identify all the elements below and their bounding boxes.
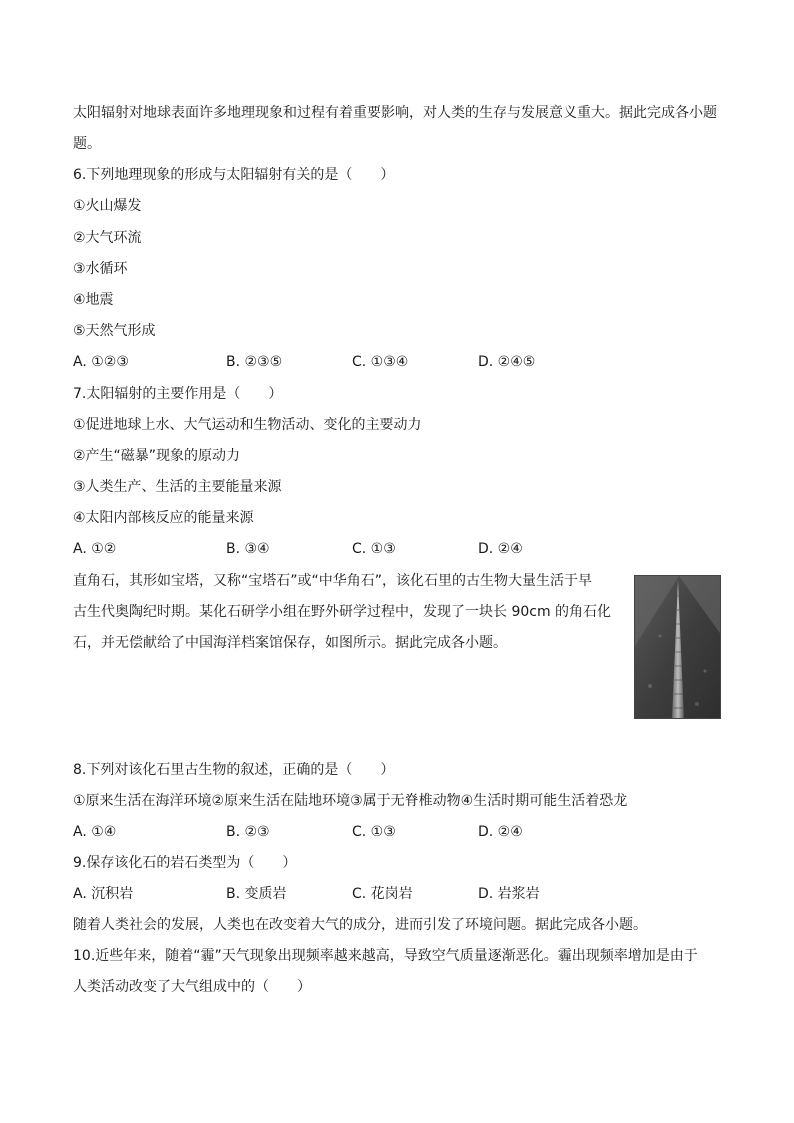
intro-passage-3: 随着人类社会的发展，人类也在改变着大气的成分，进而引发了环境问题。据此完成各小题。 [73,917,647,933]
intro-1-line-2: 题。 [73,136,101,152]
question-8-items: ①原来生活在海洋环境②原来生活在陆地环境③属于无脊椎动物④生活时期可能生活着恐龙 [73,793,628,809]
question-7-option-b: B. ③④ [226,541,270,557]
question-6-option-d: D. ②④⑤ [478,354,536,370]
question-6-item-4: ④地震 [73,292,114,308]
intro-1-line-1: 太阳辐射对地球表面许多地理现象和过程有着重要影响，对人类的生存与发展意义重大。据此完成各小题 [73,105,717,121]
question-9-option-c: C. 花岗岩 [352,886,413,902]
orthoceras-fossil-photo [634,575,721,719]
question-6-option-a: A. ①②③ [73,354,129,370]
question-6-item-5: ⑤天然气形成 [73,323,156,339]
question-9-option-b: B. 变质岩 [226,886,287,902]
intro-2-line-3: 石，并无偿献给了中国海洋档案馆保存，如图所示。据此完成各小题。 [73,635,507,651]
question-7-option-c: C. ①③ [352,541,396,557]
question-6-stem: 6.下列地理现象的形成与太阳辐射有关的是（ ） [73,167,395,183]
question-7-item-1: ①促进地球上水、大气运动和生物活动、变化的主要动力 [73,417,422,433]
question-9-option-d: D. 岩浆岩 [478,886,540,902]
question-7-item-4: ④太阳内部核反应的能量来源 [73,510,254,526]
question-8-option-b: B. ②③ [226,824,270,840]
intro-2-line-1: 直角石，其形如宝塔，又称“宝塔石”或“中华角石”，该化石里的古生物大量生活于早 [73,573,593,589]
question-6-option-b: B. ②③⑤ [226,354,283,370]
question-8-option-d: D. ②④ [478,824,523,840]
question-7-stem: 7.太阳辐射的主要作用是（ ） [73,386,283,402]
question-6-item-3: ③水循环 [73,261,128,277]
question-8-option-c: C. ①③ [352,824,396,840]
fossil-image [635,576,721,719]
question-7-option-d: D. ②④ [478,541,523,557]
intro-2-line-2: 古生代奥陶纪时期。某化石研学小组在野外研学过程中，发现了一块长 90cm 的角石化 [73,604,612,620]
question-8-option-a: A. ①④ [73,824,117,840]
question-7-item-2: ②产生“磁暴”现象的原动力 [73,448,241,464]
question-6-item-1: ①火山爆发 [73,198,142,214]
question-10-line-1: 10.近些年来，随着“霾”天气现象出现频率越来越高，导致空气质量逐渐恶化。霾出现频率增加是由于 [73,948,698,964]
question-6-option-c: C. ①③④ [352,354,409,370]
question-10-line-2: 人类活动改变了大气组成中的（ ） [73,979,311,995]
question-9-stem: 9.保存该化石的岩石类型为（ ） [73,855,297,871]
question-7-item-3: ③人类生产、生活的主要能量来源 [73,479,282,495]
question-9-option-a: A. 沉积岩 [73,886,134,902]
question-6-item-2: ②大气环流 [73,230,142,246]
question-7-option-a: A. ①② [73,541,117,557]
question-8-stem: 8.下列对该化石里古生物的叙述，正确的是（ ） [73,762,395,778]
